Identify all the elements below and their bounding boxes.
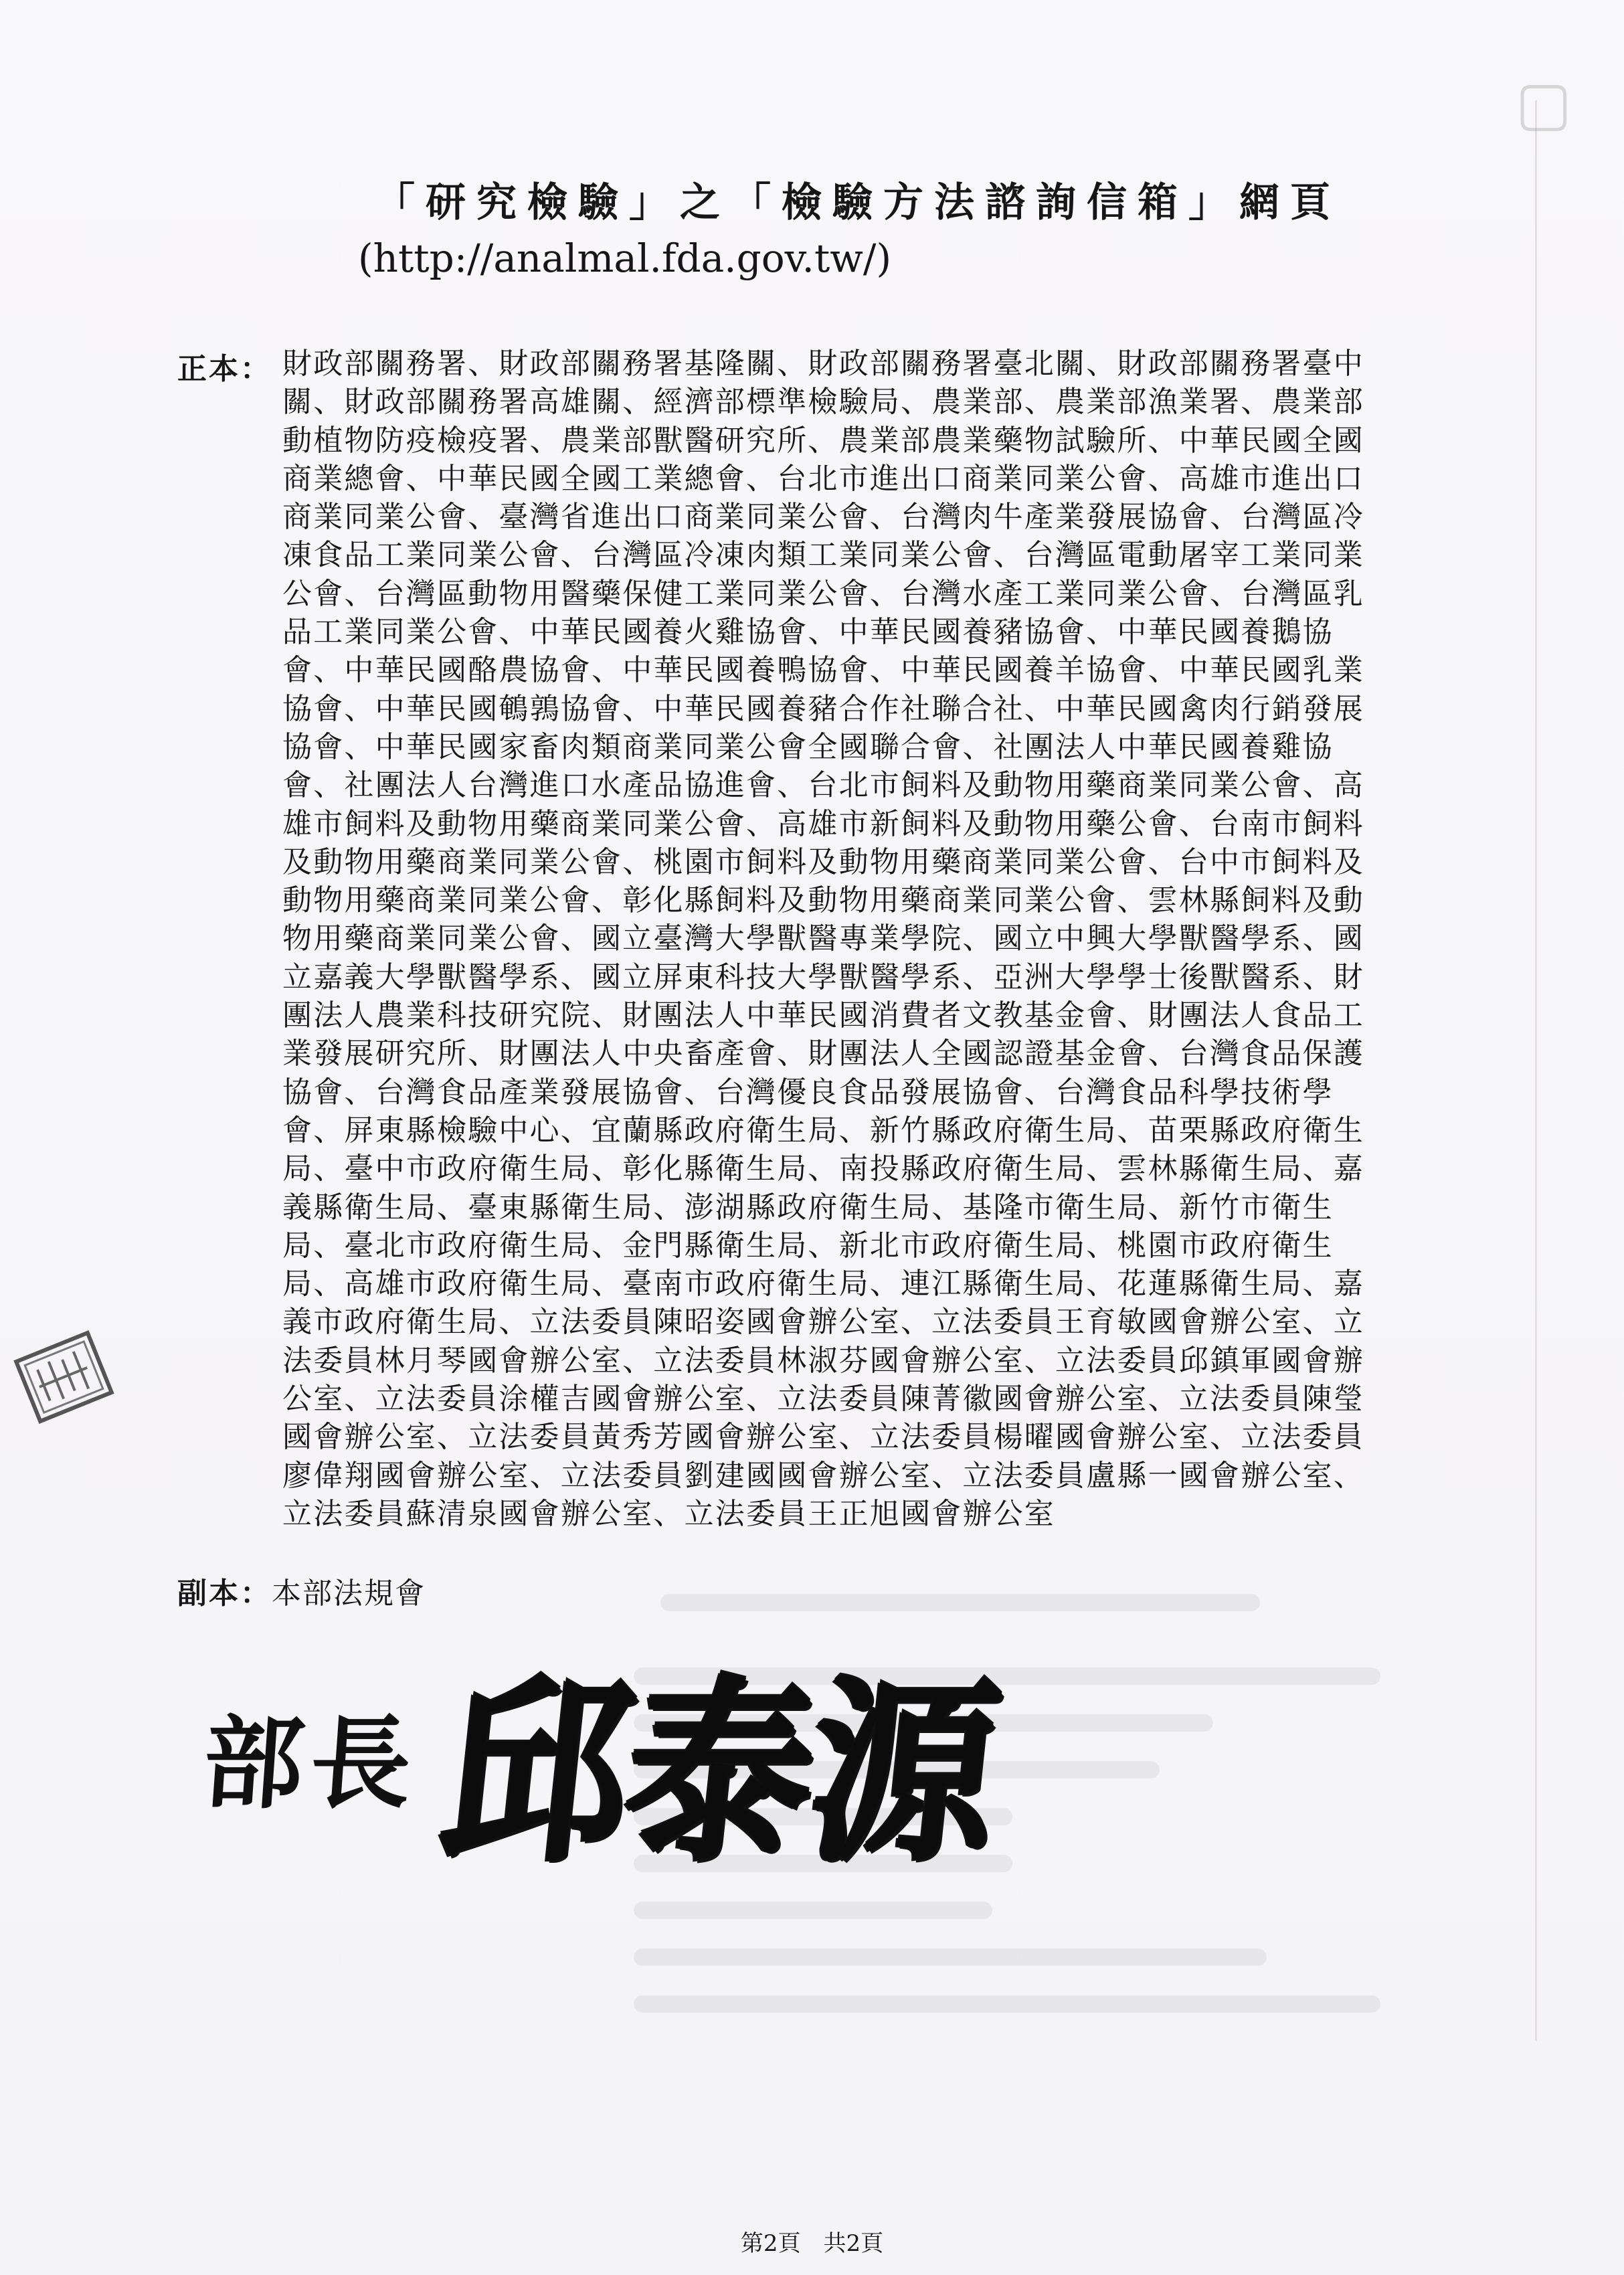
recipient-line: 義市政府衛生局、立法委員陳昭姿國會辦公室、立法委員王育敏國會辦公室、立	[282, 1305, 1364, 1340]
recipient-line: 協會、中華民國家畜肉類商業同業公會全國聯合會、社團法人中華民國養雞協	[282, 729, 1334, 764]
recipient-line: 公會、台灣區動物用醫藥保健工業同業公會、台灣水產工業同業公會、台灣區乳	[282, 576, 1364, 611]
recipient-line: 商業同業公會、臺灣省進出口商業同業公會、台灣肉牛產業發展協會、台灣區冷	[282, 500, 1364, 535]
document-title: 「研究檢驗」之「檢驗方法諮詢信箱」網頁	[375, 179, 1341, 226]
seal-stamp-icon	[7, 1323, 120, 1431]
recipient-line: 局、臺北市政府衛生局、金門縣衛生局、新北市政府衛生局、桃園市政府衛生	[282, 1228, 1334, 1263]
recipient-line: 會、屏東縣檢驗中心、宜蘭縣政府衛生局、新竹縣政府衛生局、苗栗縣政府衛生	[282, 1113, 1364, 1148]
recipient-lines	[282, 345, 1520, 1533]
recipient-line: 法委員林月琴國會辦公室、立法委員林淑芬國會辦公室、立法委員邱鎮軍國會辦	[282, 1343, 1364, 1378]
recipient-line: 局、臺中市政府衛生局、彰化縣衛生局、南投縣政府衛生局、雲林縣衛生局、嘉	[282, 1152, 1364, 1186]
cc-line	[177, 1569, 426, 1612]
recipient-line: 協會、台灣食品產業發展協會、台灣優良食品發展協會、台灣食品科學技術學	[282, 1075, 1334, 1109]
recipient-line: 局、高雄市政府衛生局、臺南市政府衛生局、連江縣衛生局、花蓮縣衛生局、嘉	[282, 1267, 1364, 1301]
recipient-line: 動物用藥商業同業公會、彰化縣飼料及動物用藥商業同業公會、雲林縣飼料及動	[282, 883, 1364, 918]
recipient-line: 團法人農業科技研究院、財團法人中華民國消費者文教基金會、財團法人食品工	[282, 998, 1364, 1033]
minister-signature	[199, 1623, 1007, 1904]
page-number: 第2頁 共2頁	[740, 2230, 884, 2257]
recipient-line: 公室、立法委員涂權吉國會辦公室、立法委員陳菁徽國會辦公室、立法委員陳瑩	[282, 1382, 1364, 1417]
signature-name: 邱泰源	[431, 1657, 1006, 1889]
recipient-line: 國會辦公室、立法委員黃秀芳國會辦公室、立法委員楊曜國會辦公室、立法委員	[282, 1420, 1364, 1455]
recipient-line: 立嘉義大學獸醫學系、國立屏東科技大學獸醫學系、亞洲大學學士後獸醫系、財	[282, 960, 1364, 994]
recipient-line: 品工業同業公會、中華民國養火雞協會、中華民國養豬協會、中華民國養鵝協	[282, 615, 1334, 650]
cc-value: 本部法規會	[272, 1576, 426, 1611]
recipient-line: 義縣衛生局、臺東縣衛生局、澎湖縣政府衛生局、基隆市衛生局、新竹市衛生	[282, 1190, 1334, 1224]
recipient-line: 物用藥商業同業公會、國立臺灣大學獸醫專業學院、國立中興大學獸醫學系、國	[282, 921, 1364, 956]
recipient-line: 動植物防疫檢疫署、農業部獸醫研究所、農業部農業藥物試驗所、中華民國全國	[282, 423, 1364, 458]
recipient-line: 凍食品工業同業公會、台灣區冷凍肉類工業同業公會、台灣區電動屠宰工業同業	[282, 538, 1364, 573]
recipient-line: 及動物用藥商業同業公會、桃園市飼料及動物用藥商業同業公會、台中市飼料及	[282, 844, 1364, 879]
recipient-line: 財政部關務署、財政部關務署基隆關、財政部關務署臺北關、財政部關務署臺中	[282, 347, 1364, 381]
document-url: (http://analmal.fda.gov.tw/)	[358, 236, 892, 281]
recipient-label: 正本：	[177, 352, 272, 386]
recipient-line: 雄市飼料及動物用藥商業同業公會、高雄市新飼料及動物用藥公會、台南市飼料	[282, 806, 1364, 841]
cc-label: 副本：	[177, 1576, 272, 1611]
recipient-line: 業發展研究所、財團法人中央畜產會、財團法人全國認證基金會、台灣食品保護	[282, 1036, 1364, 1071]
recipient-line: 商業總會、中華民國全國工業總會、台北市進出口商業同業公會、高雄市進出口	[282, 461, 1364, 496]
recipient-line: 關、財政部關務署高雄關、經濟部標準檢驗局、農業部、農業部漁業署、農業部	[282, 385, 1364, 420]
signature-title: 部長	[199, 1705, 422, 1823]
corner-seal-icon: ▢	[1515, 68, 1572, 139]
recipient-line: 廖偉翔國會辦公室、立法委員劉建國國會辦公室、立法委員盧縣一國會辦公室、	[282, 1458, 1364, 1493]
margin-line	[1535, 100, 1537, 2041]
recipient-line: 會、社團法人台灣進口水產品協進會、台北市飼料及動物用藥商業同業公會、高	[282, 768, 1364, 803]
recipient-line: 會、中華民國酪農協會、中華民國養鴨協會、中華民國養羊協會、中華民國乳業	[282, 653, 1364, 688]
recipient-line: 立法委員蘇清泉國會辦公室、立法委員王正旭國會辦公室	[282, 1496, 1055, 1531]
recipient-line: 協會、中華民國鵪鶉協會、中華民國養豬合作社聯合社、中華民國禽肉行銷發展	[282, 691, 1364, 726]
